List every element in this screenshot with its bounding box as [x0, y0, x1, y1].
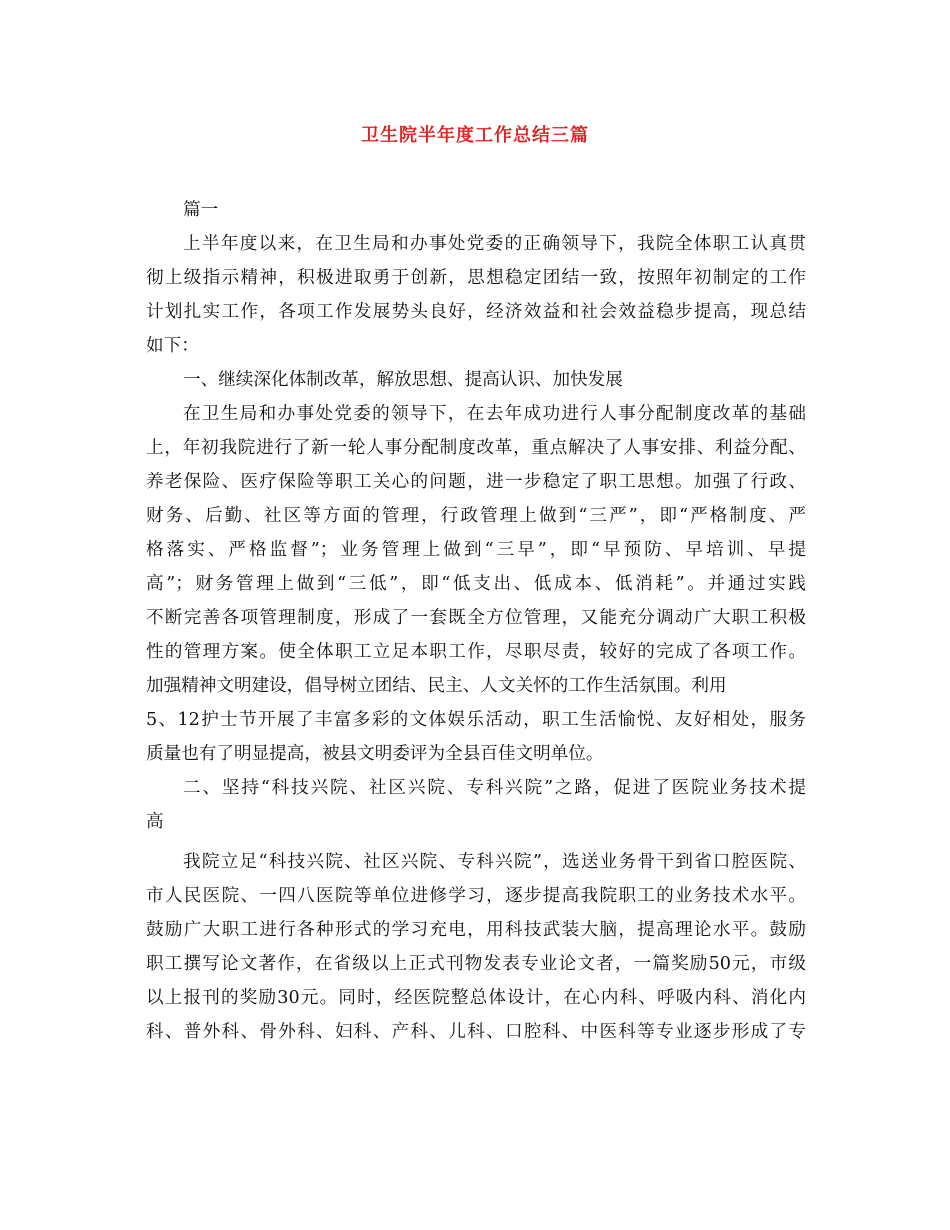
paragraph-line: 鼓励广大职工进行各种形式的学习充电，用科技武装大脑，提高理论水平。鼓励	[146, 920, 806, 940]
paragraph-line: 性的管理方案。使全体职工立足本职工作，尽职尽责，较好的完成了各项工作。	[146, 642, 806, 662]
paragraph-line: 以上报刊的奖励30元。同时，经医院整总体设计，在心内科、呼吸内科、消化内	[146, 988, 806, 1008]
paragraph-line: 格落实、严格监督”；业务管理上做到“三早”，即“早预防、早培训、早提	[146, 540, 806, 560]
section-heading-continuation: 高	[146, 812, 164, 832]
paragraph-line: 不断完善各项管理制度，形成了一套既全方位管理，又能充分调动广大职工积极	[146, 608, 806, 628]
document-body	[146, 193, 806, 1049]
section-heading: 一、继续深化体制改革，解放思想、提高认识、加快发展	[183, 370, 623, 390]
paragraph-line: 财务、后勤、社区等方面的管理，行政管理上做到“三严”，即“严格制度、严	[146, 506, 806, 526]
document-title: 卫生院半年度工作总结三篇	[361, 125, 589, 146]
paragraph-line: 加强精神文明建设，倡导树立团结、民主、人文关怀的工作生活氛围。利用	[146, 676, 727, 696]
paragraph-line: 高”；财务管理上做到“三低”，即“低支出、低成本、低消耗”。并通过实践	[146, 574, 806, 594]
paragraph-line: 市人民医院、一四八医院等单位进修学习，逐步提高我院职工的业务技术水平。	[146, 886, 806, 906]
paragraph-line: 质量也有了明显提高，被县文明委评为全县百佳文明单位。	[146, 744, 604, 764]
paragraph-line: 科、普外科、骨外科、妇科、产科、儿科、口腔科、中医科等专业逐步形成了专	[146, 1022, 806, 1042]
paragraph-line: 在卫生局和办事处党委的领导下，在去年成功进行人事分配制度改革的基础	[183, 404, 806, 424]
paragraph-line: 养老保险、医疗保险等职工关心的问题，进一步稳定了职工思想。加强了行政、	[146, 472, 806, 492]
paragraph-line: 上，年初我院进行了新一轮人事分配制度改革，重点解决了人事安排、利益分配、	[146, 438, 806, 458]
paragraph-line: 上半年度以来，在卫生局和办事处党委的正确领导下，我院全体职工认真贯	[183, 234, 806, 254]
paragraph-line: 我院立足“科技兴院、社区兴院、专科兴院”，选送业务骨干到省口腔医院、	[183, 852, 806, 872]
section-heading-part-one: 篇一	[183, 200, 219, 220]
paragraph-line: 职工撰写论文著作，在省级以上正式刊物发表专业论文者，一篇奖励50元，市级	[146, 954, 806, 974]
paragraph-line: 如下：	[146, 336, 199, 356]
paragraph-line: 彻上级指示精神，积极进取勇于创新，思想稳定团结一致，按照年初制定的工作	[146, 268, 806, 288]
paragraph-line: 5、12护士节开展了丰富多彩的文体娱乐活动，职工生活愉悦、友好相处，服务	[146, 710, 806, 730]
paragraph-line: 计划扎实工作，各项工作发展势头良好，经济效益和社会效益稳步提高，现总结	[146, 302, 806, 322]
section-heading: 二、坚持“科技兴院、社区兴院、专科兴院”之路，促进了医院业务技术提	[183, 778, 806, 798]
